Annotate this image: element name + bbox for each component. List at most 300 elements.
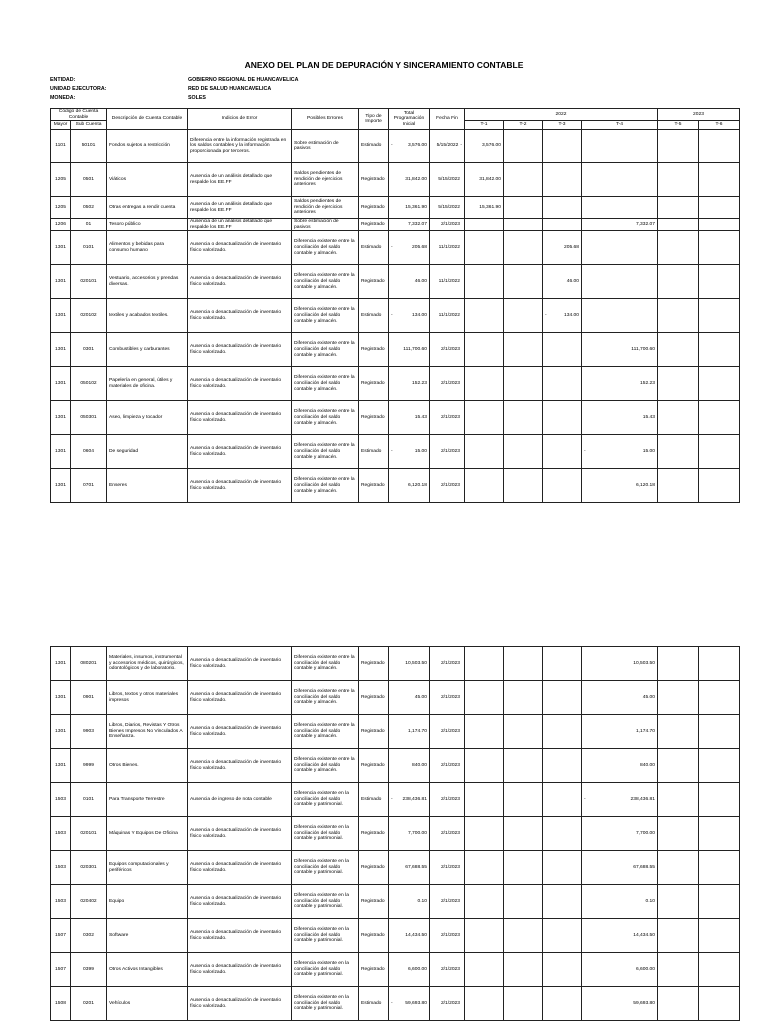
- quarter-value: 14,434.50: [633, 932, 655, 938]
- entity-label: ENTIDAD:: [50, 77, 76, 83]
- quarter-dash: -: [584, 449, 586, 455]
- header-row-1: [51, 109, 740, 121]
- total-cell: [389, 163, 430, 197]
- total-cell: [389, 197, 430, 219]
- header-quarter-2: T-2: [504, 121, 543, 130]
- header-quarter-1: T-1: [465, 121, 504, 130]
- amount-type-cell: Estimado: [359, 130, 389, 163]
- table-row: [51, 817, 740, 851]
- quarter-1-cell: [465, 749, 504, 783]
- quarter-5-cell: [658, 715, 699, 749]
- quarter-value: 10,503.50: [633, 660, 655, 666]
- amount-type-cell: Estimado: [359, 435, 389, 469]
- sub-account-cell: 0502: [71, 197, 107, 219]
- quarter-6-cell: [699, 130, 740, 163]
- quarter-value: 7,332.07: [635, 221, 655, 227]
- header-description: Descripción de Cuenta Contable: [107, 109, 188, 130]
- possible-error-cell: Diferencia existente entre la conciliación del saldo contable y almacén.: [292, 469, 359, 503]
- end-date-cell: [430, 333, 465, 367]
- quarter-5-cell: [658, 231, 699, 265]
- error-indicator-cell: Ausencia o desactualización de inventario físico valorizado.: [188, 919, 292, 953]
- mayor-cell: 1503: [51, 817, 71, 851]
- table-body-page-2: [51, 647, 740, 1021]
- end-date-cell: [430, 783, 465, 817]
- table-row: [51, 885, 740, 919]
- total-value: 7,332.07: [407, 221, 427, 227]
- quarter-3-cell: [543, 851, 582, 885]
- quarter-1-cell: [465, 401, 504, 435]
- total-cell: [389, 953, 430, 987]
- currency-row: [50, 94, 298, 103]
- quarter-5-cell: [658, 953, 699, 987]
- quarter-4-cell: [582, 817, 658, 851]
- error-indicator-cell: Ausencia o desactualización de inventario físico valorizado.: [188, 647, 292, 681]
- quarter-6-cell: [699, 885, 740, 919]
- end-date-cell: [430, 231, 465, 265]
- total-value: 0.10: [417, 898, 427, 904]
- total-value: 134.00: [412, 313, 427, 319]
- header-year-2023: 2023: [658, 109, 740, 121]
- description-cell: Viáticos: [107, 163, 188, 197]
- possible-error-cell: Diferencia existente entre la conciliación del saldo contable y almacén.: [292, 231, 359, 265]
- end-date-value: 2/1/2023: [440, 864, 460, 870]
- end-date-value: 2/1/2023: [440, 347, 460, 353]
- quarter-2-cell: [504, 197, 543, 219]
- possible-error-cell: Saldos pendientes de rendición de ejercicios anteriores: [292, 163, 359, 197]
- quarter-6-cell: [699, 163, 740, 197]
- possible-error-cell: Saldos pendientes de rendición de ejercicios anteriores: [292, 197, 359, 219]
- error-indicator-cell: Ausencia de ingreso de nota contable: [188, 783, 292, 817]
- quarter-value: 238,436.81: [630, 796, 655, 802]
- quarter-value: 15,361.90: [479, 204, 501, 210]
- table-row: [51, 163, 740, 197]
- end-date-cell: [430, 919, 465, 953]
- quarter-4-cell: [582, 919, 658, 953]
- quarter-value: 6,120.18: [635, 483, 655, 489]
- table-row: [51, 333, 740, 367]
- quarter-3-cell: [543, 749, 582, 783]
- sub-account-cell: 020301: [71, 851, 107, 885]
- quarter-4-cell: [582, 163, 658, 197]
- description-cell: Materiales, insumos, instrumental y accesorios médicos, quirúrgicos, odontológicos y de laboratorio.: [107, 647, 188, 681]
- header-year-2022: 2022: [465, 109, 658, 121]
- quarter-1-cell: [465, 987, 504, 1021]
- end-date-cell: [430, 715, 465, 749]
- quarter-4-cell: [582, 469, 658, 503]
- quarter-3-cell: [543, 469, 582, 503]
- total-value: 6,600.00: [407, 966, 427, 972]
- sub-account-cell: 0604: [71, 435, 107, 469]
- end-date-value: 2/1/2023: [440, 381, 460, 387]
- accounts-table-page-1: [50, 108, 740, 503]
- amount-type-cell: Estimado: [359, 783, 389, 817]
- possible-error-cell: Diferencia existente entre la conciliación del saldo contable y almacén.: [292, 715, 359, 749]
- quarter-3-cell: [543, 885, 582, 919]
- error-indicator-cell: Ausencia o desactualización de inventario físico valorizado.: [188, 681, 292, 715]
- error-indicator-cell: Ausencia o desactualización de inventario físico valorizado.: [188, 265, 292, 299]
- quarter-1-cell: [465, 299, 504, 333]
- currency-value: SOLES: [188, 95, 206, 101]
- end-date-value: 2/1/2023: [440, 796, 460, 802]
- total-value: 14,434.50: [405, 932, 427, 938]
- description-cell: Vehículos: [107, 987, 188, 1021]
- quarter-2-cell: [504, 367, 543, 401]
- header-error-indicators: Indicios de Error: [188, 109, 292, 130]
- amount-type-cell: Estimado: [359, 299, 389, 333]
- quarter-6-cell: [699, 817, 740, 851]
- quarter-value: 134.00: [564, 313, 579, 319]
- sub-account-cell: 050102: [71, 367, 107, 401]
- amount-type-cell: Registrado: [359, 265, 389, 299]
- amount-type-cell: Registrado: [359, 953, 389, 987]
- mayor-cell: 1301: [51, 367, 71, 401]
- quarter-1-cell: [465, 333, 504, 367]
- end-date-cell: [430, 401, 465, 435]
- total-cell: [389, 333, 430, 367]
- quarter-6-cell: [699, 851, 740, 885]
- quarter-6-cell: [699, 231, 740, 265]
- quarter-5-cell: [658, 265, 699, 299]
- description-cell: Otras entregas a rendir cuenta: [107, 197, 188, 219]
- header-account-code: Código de Cuenta Contable: [51, 109, 107, 121]
- quarter-value: 67,688.55: [633, 864, 655, 870]
- quarter-2-cell: [504, 163, 543, 197]
- description-cell: Máquinas Y Equipos De Oficina: [107, 817, 188, 851]
- quarter-1-cell: [465, 130, 504, 163]
- description-cell: Libros, Diarios, Revistas Y Otros Bienes Impresos No Vinculados A Enseñanza.: [107, 715, 188, 749]
- quarter-3-cell: [543, 401, 582, 435]
- header-total-programming: Total Programación Inicial: [389, 109, 430, 130]
- quarter-5-cell: [658, 469, 699, 503]
- quarter-3-cell: [543, 987, 582, 1021]
- total-cell: [389, 681, 430, 715]
- amount-type-cell: Registrado: [359, 749, 389, 783]
- table-row: [51, 919, 740, 953]
- mayor-cell: 1101: [51, 130, 71, 163]
- quarter-1-cell: [465, 163, 504, 197]
- error-indicator-cell: Ausencia o desactualización de inventario físico valorizado.: [188, 851, 292, 885]
- total-cell: [389, 885, 430, 919]
- quarter-6-cell: [699, 401, 740, 435]
- quarter-4-cell: [582, 333, 658, 367]
- total-cell: [389, 647, 430, 681]
- sub-account-cell: 020402: [71, 885, 107, 919]
- quarter-6-cell: [699, 783, 740, 817]
- entity-value: GOBIERNO REGIONAL DE HUANCAVELICA: [188, 77, 299, 83]
- mayor-cell: 1301: [51, 435, 71, 469]
- total-cell: [389, 817, 430, 851]
- quarter-value: 59,693.80: [633, 1000, 655, 1006]
- quarter-1-cell: [465, 219, 504, 231]
- total-cell: [389, 987, 430, 1021]
- end-date-cell: [430, 885, 465, 919]
- description-cell: Alimentos y bebidas para consumo humano: [107, 231, 188, 265]
- possible-error-cell: Diferencia existente en la conciliación del saldo contable y patrimonial.: [292, 851, 359, 885]
- quarter-5-cell: [658, 885, 699, 919]
- amount-type-cell: Registrado: [359, 681, 389, 715]
- mayor-cell: 1301: [51, 231, 71, 265]
- quarter-1-cell: [465, 953, 504, 987]
- sub-account-cell: 0399: [71, 953, 107, 987]
- end-date-value: 2/1/2023: [440, 660, 460, 666]
- table-row: [51, 851, 740, 885]
- error-indicator-cell: Ausencia de un análisis detallado que respalde los EE.FF: [188, 197, 292, 219]
- description-cell: Software: [107, 919, 188, 953]
- table-body-page-1: [51, 130, 740, 503]
- quarter-2-cell: [504, 817, 543, 851]
- quarter-2-cell: [504, 987, 543, 1021]
- description-cell: textiles y acabados textiles.: [107, 299, 188, 333]
- total-cell: [389, 435, 430, 469]
- total-value: 15.43: [414, 415, 427, 421]
- total-value: 1,174.70: [407, 728, 427, 734]
- quarter-3-cell: [543, 647, 582, 681]
- quarter-4-cell: [582, 987, 658, 1021]
- possible-error-cell: Diferencia existente entre la conciliación del saldo contable y almacén.: [292, 435, 359, 469]
- total-cell: [389, 919, 430, 953]
- description-cell: Tesoro público: [107, 219, 188, 231]
- table-row: [51, 401, 740, 435]
- quarter-value: 205.68: [564, 245, 579, 251]
- sub-account-cell: 0301: [71, 333, 107, 367]
- quarter-2-cell: [504, 783, 543, 817]
- table-row: [51, 987, 740, 1021]
- error-indicator-cell: Ausencia o desactualización de inventario físico valorizado.: [188, 885, 292, 919]
- total-value: 6,120.18: [407, 483, 427, 489]
- description-cell: Otros Bienes.: [107, 749, 188, 783]
- quarter-5-cell: [658, 219, 699, 231]
- amount-type-cell: Registrado: [359, 851, 389, 885]
- sub-account-cell: 020102: [71, 299, 107, 333]
- quarter-3-cell: [543, 817, 582, 851]
- sub-account-cell: 9903: [71, 715, 107, 749]
- possible-error-cell: Diferencia existente en la conciliación del saldo contable y patrimonial.: [292, 885, 359, 919]
- sub-account-cell: 0901: [71, 681, 107, 715]
- amount-type-cell: Registrado: [359, 333, 389, 367]
- quarter-4-cell: [582, 885, 658, 919]
- end-date-cell: [430, 681, 465, 715]
- mayor-cell: 1508: [51, 987, 71, 1021]
- quarter-3-cell: [543, 219, 582, 231]
- quarter-1-cell: [465, 197, 504, 219]
- currency-label: MONEDA:: [50, 95, 76, 101]
- possible-error-cell: Diferencia existente en la conciliación del saldo contable y patrimonial.: [292, 817, 359, 851]
- quarter-1-cell: [465, 817, 504, 851]
- possible-error-cell: Diferencia existente entre la conciliación del saldo contable y almacén.: [292, 333, 359, 367]
- sub-account-cell: 020101: [71, 265, 107, 299]
- end-date-value: 2/1/2023: [440, 415, 460, 421]
- header-quarter-5: T-5: [658, 121, 699, 130]
- quarter-2-cell: [504, 715, 543, 749]
- quarter-5-cell: [658, 401, 699, 435]
- total-dash: -: [391, 313, 393, 319]
- sub-account-cell: 050301: [71, 401, 107, 435]
- table-row: [51, 681, 740, 715]
- quarter-4-cell: [582, 435, 658, 469]
- description-cell: Papelería en general, útiles y materiales de oficina.: [107, 367, 188, 401]
- document-title: ANEXO DEL PLAN DE DEPURACIÓN Y SINCERAMIENTO CONTABLE: [244, 60, 524, 70]
- description-cell: Equipos computacionales y periféricos: [107, 851, 188, 885]
- quarter-5-cell: [658, 367, 699, 401]
- mayor-cell: 1301: [51, 647, 71, 681]
- end-date-cell: [430, 367, 465, 401]
- mayor-cell: 1301: [51, 265, 71, 299]
- quarter-value: 7,700.00: [635, 830, 655, 836]
- quarter-4-cell: [582, 197, 658, 219]
- total-value: 205.68: [412, 245, 427, 251]
- quarter-3-cell: [543, 919, 582, 953]
- description-cell: Otros Activos Intangibles: [107, 953, 188, 987]
- header-quarter-3: T-3: [543, 121, 582, 130]
- total-value: 238,436.81: [402, 796, 427, 802]
- possible-error-cell: Diferencia existente entre la conciliación del saldo contable y almacén.: [292, 647, 359, 681]
- end-date-value: 2/1/2023: [440, 694, 460, 700]
- error-indicator-cell: Ausencia o desactualización de inventario físico valorizado.: [188, 953, 292, 987]
- quarter-3-cell: [543, 953, 582, 987]
- quarter-4-cell: [582, 953, 658, 987]
- mayor-cell: 1503: [51, 851, 71, 885]
- quarter-1-cell: [465, 715, 504, 749]
- total-cell: [389, 749, 430, 783]
- quarter-4-cell: [582, 299, 658, 333]
- quarter-2-cell: [504, 435, 543, 469]
- total-value: 15.00: [414, 449, 427, 455]
- total-dash: -: [391, 449, 393, 455]
- quarter-value: 15.00: [642, 449, 655, 455]
- quarter-5-cell: [658, 130, 699, 163]
- description-cell: Para Transporte Terrestre: [107, 783, 188, 817]
- error-indicator-cell: Ausencia de un análisis detallado que respalde los EE.FF: [188, 163, 292, 197]
- header-mayor: Mayor: [51, 121, 71, 130]
- error-indicator-cell: Ausencia o desactualización de inventario físico valorizado.: [188, 231, 292, 265]
- amount-type-cell: Registrado: [359, 647, 389, 681]
- amount-type-cell: Registrado: [359, 367, 389, 401]
- table-row: [51, 953, 740, 987]
- end-date-value: 5/15/2022: [436, 143, 459, 149]
- quarter-1-cell: [465, 851, 504, 885]
- mayor-cell: 1206: [51, 219, 71, 231]
- total-value: 7,700.00: [407, 830, 427, 836]
- quarter-value: 111,700.60: [631, 347, 655, 353]
- quarter-value: 840.00: [640, 762, 655, 768]
- mayor-cell: 1301: [51, 401, 71, 435]
- header-sub-account: Sub Cuenta: [71, 121, 107, 130]
- error-indicator-cell: Ausencia o desactualización de inventario físico valorizado.: [188, 987, 292, 1021]
- quarter-4-cell: [582, 715, 658, 749]
- amount-type-cell: Estimado: [359, 987, 389, 1021]
- end-date-cell: [430, 987, 465, 1021]
- total-cell: [389, 219, 430, 231]
- quarter-4-cell: [582, 851, 658, 885]
- end-date-value: 2/1/2023: [440, 449, 460, 455]
- possible-error-cell: Diferencia existente entre la conciliación del saldo contable y almacén.: [292, 401, 359, 435]
- description-cell: Libros, textos y otros materiales impresos: [107, 681, 188, 715]
- table-row: [51, 435, 740, 469]
- quarter-4-cell: [582, 130, 658, 163]
- quarter-5-cell: [658, 435, 699, 469]
- quarter-2-cell: [504, 401, 543, 435]
- total-cell: [389, 401, 430, 435]
- quarter-5-cell: [658, 749, 699, 783]
- quarter-value: 152.23: [640, 381, 655, 387]
- sub-account-cell: 0701: [71, 469, 107, 503]
- table-row: [51, 219, 740, 231]
- sub-account-cell: 0501: [71, 163, 107, 197]
- header-amount-type: Tipo de Importe: [359, 109, 389, 130]
- end-date-value: 5/15/2022: [438, 204, 460, 210]
- quarter-3-cell: [543, 783, 582, 817]
- quarter-2-cell: [504, 953, 543, 987]
- end-date-cell: [430, 163, 465, 197]
- amount-type-cell: Registrado: [359, 163, 389, 197]
- end-date-cell: [430, 647, 465, 681]
- description-cell: Combustibles y carburantes: [107, 333, 188, 367]
- quarter-4-cell: [582, 265, 658, 299]
- possible-error-cell: Diferencia existente en la conciliación del saldo contable y patrimonial.: [292, 783, 359, 817]
- quarter-2-cell: [504, 219, 543, 231]
- table-row: [51, 299, 740, 333]
- sub-account-cell: 9999: [71, 749, 107, 783]
- end-date-value: 2/1/2023: [440, 483, 460, 489]
- table-row: [51, 130, 740, 163]
- sub-account-cell: 0101: [71, 783, 107, 817]
- total-cell: [389, 367, 430, 401]
- quarter-1-cell: [465, 231, 504, 265]
- quarter-1-cell: [465, 783, 504, 817]
- total-value: 3,576.00: [407, 143, 427, 149]
- mayor-cell: 1503: [51, 885, 71, 919]
- quarter-dash: -: [584, 796, 586, 802]
- quarter-value: 3,576.00: [481, 143, 501, 149]
- quarter-3-cell: [543, 681, 582, 715]
- error-indicator-cell: Ausencia o desactualización de inventario físico valorizado.: [188, 299, 292, 333]
- quarter-6-cell: [699, 647, 740, 681]
- possible-error-cell: Diferencia existente entre la conciliación del saldo contable y almacén.: [292, 749, 359, 783]
- quarter-3-cell: [543, 333, 582, 367]
- quarter-value: 15.43: [642, 415, 655, 421]
- total-cell: [389, 851, 430, 885]
- end-date-cell: [430, 953, 465, 987]
- quarter-5-cell: [658, 817, 699, 851]
- quarter-5-cell: [658, 987, 699, 1021]
- amount-type-cell: Registrado: [359, 885, 389, 919]
- quarter-4-cell: [582, 783, 658, 817]
- end-date-cell: [430, 130, 465, 163]
- total-cell: [389, 130, 430, 163]
- table-row: [51, 367, 740, 401]
- quarter-3-cell: [543, 367, 582, 401]
- error-indicator-cell: Ausencia o desactualización de inventario físico valorizado.: [188, 367, 292, 401]
- quarter-5-cell: [658, 681, 699, 715]
- amount-type-cell: Registrado: [359, 197, 389, 219]
- possible-error-cell: Sobre estimación de pasivos: [292, 219, 359, 231]
- quarter-3-cell: [543, 163, 582, 197]
- quarter-1-cell: [465, 681, 504, 715]
- quarter-3-cell: [543, 130, 582, 163]
- total-value: 10,503.50: [405, 660, 427, 666]
- sub-account-cell: 080201: [71, 647, 107, 681]
- possible-error-cell: Diferencia existente entre la conciliación del saldo contable y almacén.: [292, 367, 359, 401]
- sub-account-cell: 020101: [71, 817, 107, 851]
- end-date-cell: [430, 749, 465, 783]
- description-cell: Equipo: [107, 885, 188, 919]
- quarter-value: 46.00: [566, 279, 579, 285]
- quarter-1-cell: [465, 919, 504, 953]
- quarter-2-cell: [504, 749, 543, 783]
- possible-error-cell: Diferencia existente en la conciliación del saldo contable y patrimonial.: [292, 953, 359, 987]
- table-row: [51, 783, 740, 817]
- end-date-cell: [430, 435, 465, 469]
